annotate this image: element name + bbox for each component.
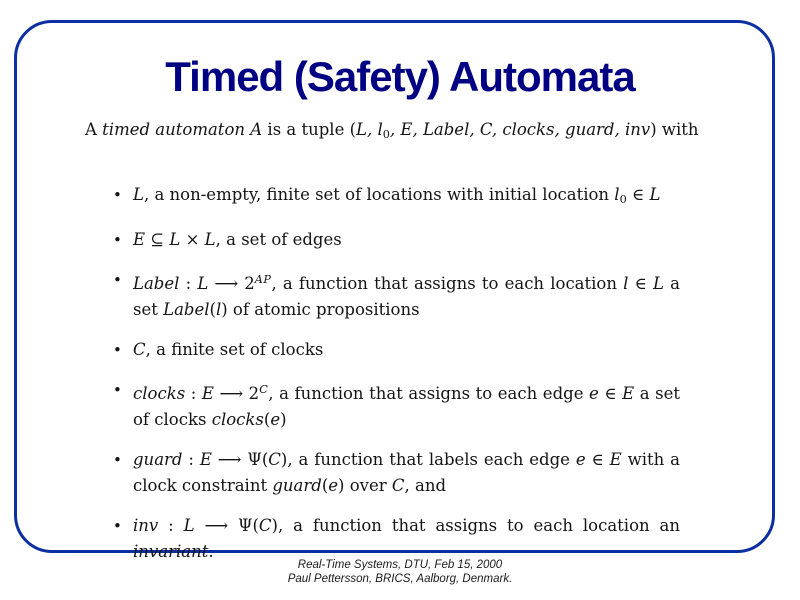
bullet-item-edges: [113, 227, 680, 253]
definition-intro: A timed automaton A is a tuple (L, l0, E, Label, C, clocks, guard, inv) with: [85, 120, 699, 141]
slide-footer: [0, 559, 800, 586]
bullet-item-guard-function: [113, 447, 680, 499]
footer-line-1: Real-Time Systems, DTU, Feb 15, 2000: [297, 559, 503, 571]
bullet-item-clocks-set: [113, 337, 680, 363]
bullet-item-label-function: [113, 267, 680, 323]
slide-title: Timed (Safety) Automata: [165, 53, 635, 100]
bullet-icon: •: [113, 341, 122, 359]
bullet-icon: •: [113, 186, 122, 204]
bullet-text: Label : L ⟶ $2^{AP}$, a function that assigns to each location l ∈ L a set Label(l) of atomic propositions: [133, 273, 680, 319]
bullet-text: L, a non-empty, finite set of locations with initial location l0 ∈ L: [133, 185, 661, 206]
bullet-icon: •: [113, 451, 122, 469]
footer-line-2: Paul Pettersson, BRICS, Aalborg, Denmark.: [287, 572, 513, 585]
bullet-text: E ⊆ L × L, a set of edges: [133, 230, 342, 249]
bullet-text: C, a finite set of clocks: [133, 340, 324, 359]
bullet-text: guard : E ⟶ Ψ(C), a function that labels each edge e ∈ E with a clock constraint guard(e) over C, and: [133, 450, 680, 495]
bullet-item-locations: [113, 182, 680, 213]
bullet-item-invariant-function: [113, 513, 680, 565]
bullet-icon: •: [113, 381, 122, 399]
bullet-icon: •: [113, 517, 122, 535]
bullet-text: clocks : E ⟶ $2^C$, a function that assigns to each edge e ∈ E a set of clocks clocks(e): [133, 383, 680, 429]
bullet-icon: •: [113, 271, 122, 289]
bullet-item-clocks-function: [113, 377, 680, 433]
bullet-text: inv : L ⟶ Ψ(C), a function that assigns to each location an invariant.: [133, 516, 680, 561]
bullet-icon: •: [113, 231, 122, 249]
definition-list: [113, 182, 680, 579]
